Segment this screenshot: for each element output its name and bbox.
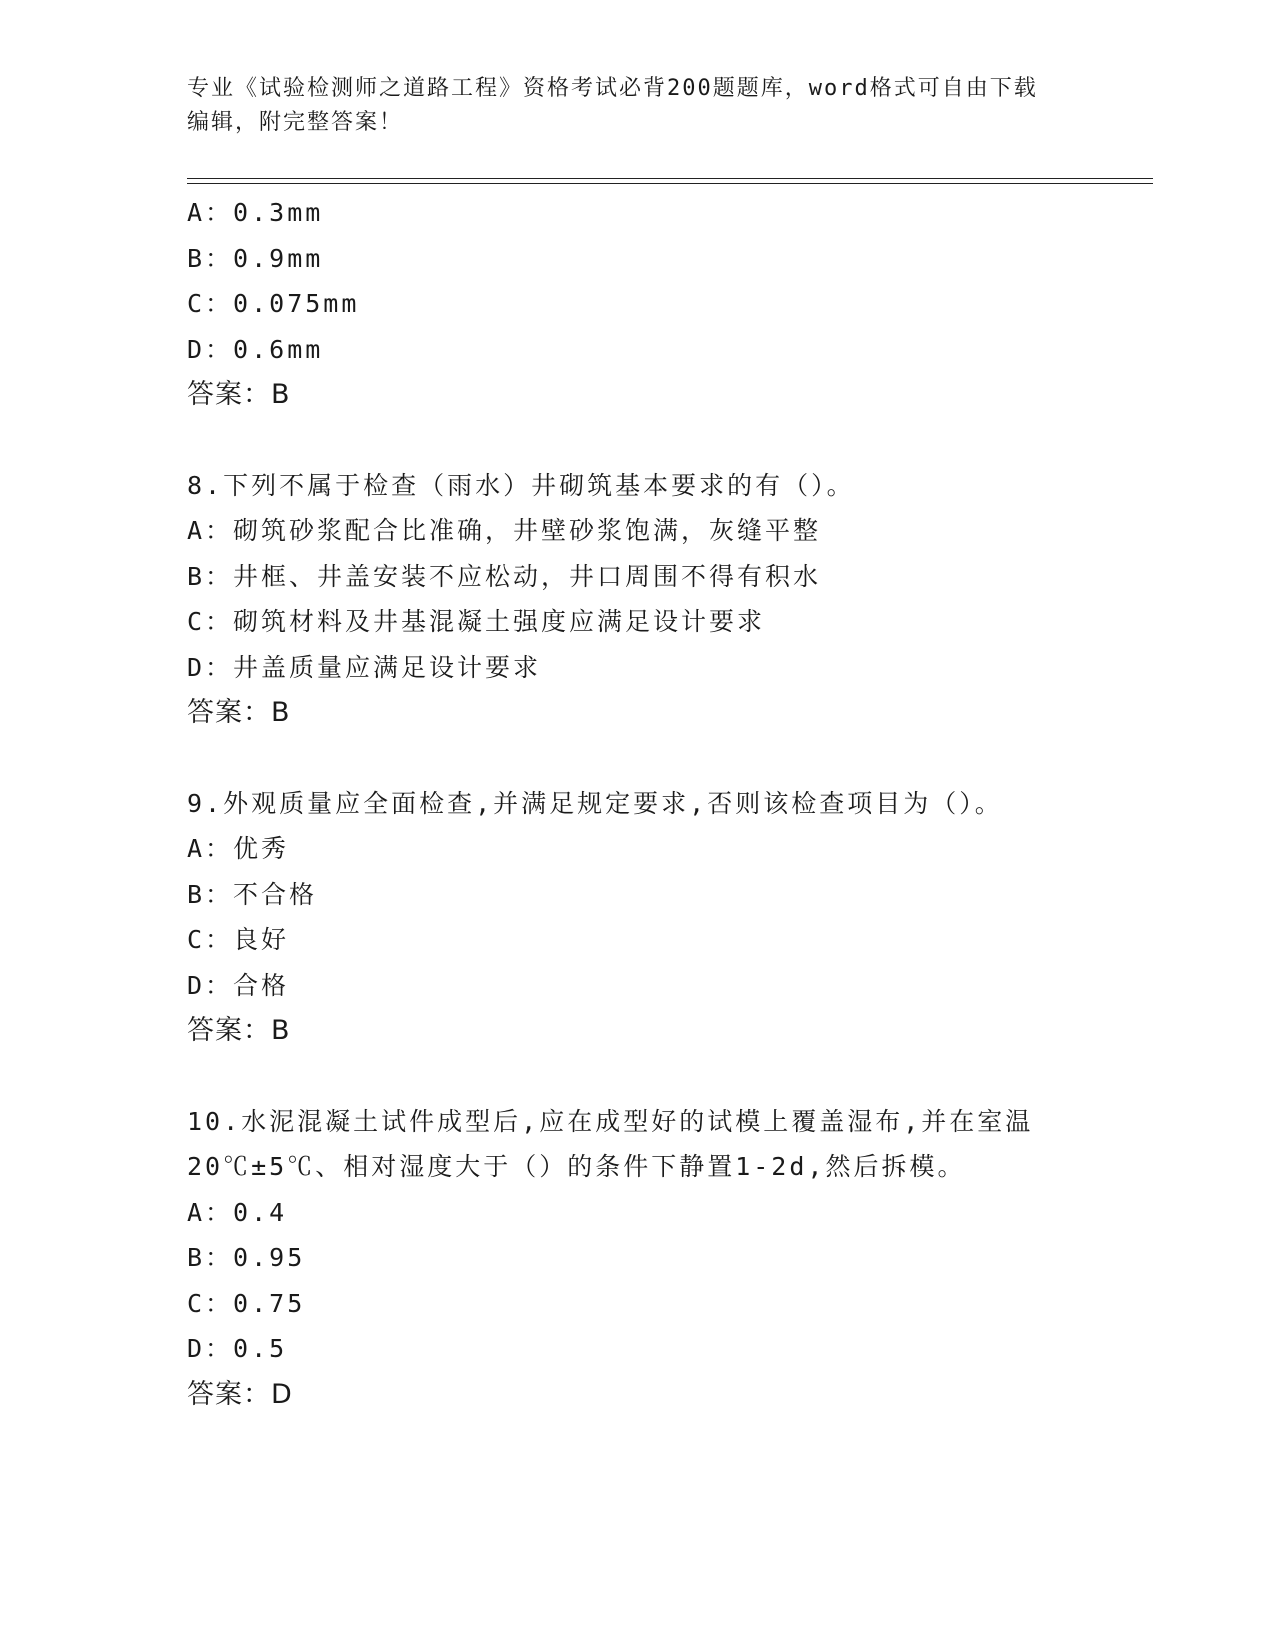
- document-header: [187, 72, 1087, 140]
- option-d: D：合格: [187, 970, 290, 1000]
- header-divider-top: [187, 178, 1153, 179]
- option-a: A：0.4: [187, 1197, 288, 1227]
- option-d: D：0.5: [187, 1334, 288, 1363]
- option-a: A：0.3mm: [187, 198, 324, 227]
- question-text: 8.下列不属于检查（雨水）井砌筑基本要求的有（）。: [187, 470, 855, 500]
- spacer: [187, 418, 1147, 463]
- question-9: [187, 781, 1147, 1054]
- answer: 答案：B: [187, 697, 291, 728]
- answer: 答案：D: [187, 1378, 293, 1410]
- option-c: C：良好: [187, 925, 290, 954]
- question-8: [187, 463, 1147, 736]
- header-divider-bottom: [187, 183, 1153, 184]
- header-title-line-1: 专业《试验检测师之道路工程》资格考试必背200题题库，word格式可自由下载: [187, 76, 1038, 101]
- option-b: B：0.9mm: [187, 243, 324, 273]
- question-text: 9.外观质量应全面检查,并满足规定要求,否则该检查项目为（）。: [187, 788, 1003, 818]
- question-7: [187, 190, 1147, 418]
- option-a: A：砌筑砂浆配合比准确，井壁砂浆饱满，灰缝平整: [187, 516, 822, 545]
- question-text-line-1: 10.水泥混凝土试件成型后,应在成型好的试模上覆盖湿布,并在室温: [187, 1106, 1034, 1136]
- option-d: D：0.6mm: [187, 334, 324, 364]
- question-text-line-2: 20℃±5℃、相对湿度大于（）的条件下静置1-2d,然后拆模。: [187, 1152, 966, 1181]
- option-c: C：0.75: [187, 1288, 306, 1318]
- spacer: [187, 736, 1147, 781]
- answer: 答案：B: [187, 1015, 291, 1046]
- question-list: [187, 190, 1147, 1417]
- header-title-line-2: 编辑，附完整答案！: [187, 110, 404, 135]
- question-10: [187, 1099, 1147, 1418]
- option-c: C：砌筑材料及井基混凝土强度应满足设计要求: [187, 607, 766, 636]
- option-d: D：井盖质量应满足设计要求: [187, 652, 542, 682]
- option-b: B：井框、井盖安装不应松动，井口周围不得有积水: [187, 561, 822, 591]
- option-b: B：不合格: [187, 879, 318, 909]
- option-b: B：0.95: [187, 1243, 306, 1272]
- option-c: C：0.075mm: [187, 289, 360, 318]
- spacer: [187, 1054, 1147, 1099]
- answer: 答案：B: [187, 379, 291, 410]
- option-a: A：优秀: [187, 834, 290, 863]
